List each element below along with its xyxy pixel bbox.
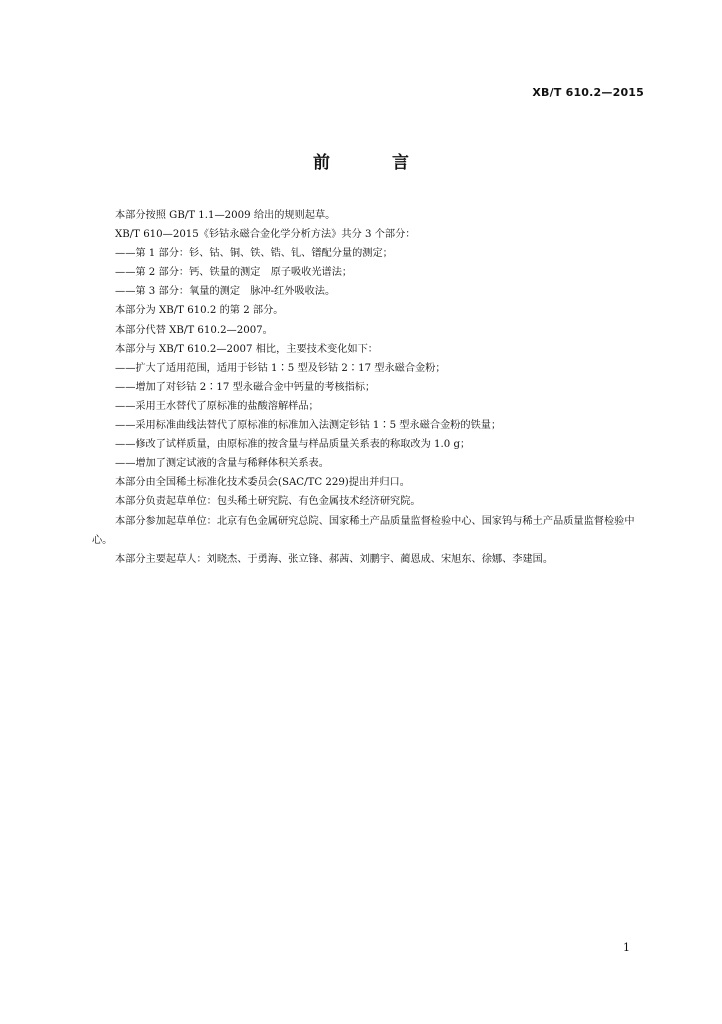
document-body — [92, 206, 637, 569]
list-item: ——采用王水替代了原标准的盐酸溶解样品； — [115, 400, 319, 412]
list-item: ——第 1 部分：钐、钴、铜、铁、锆、钆、镨配分量的测定； — [115, 248, 393, 260]
part-statement-paragraph: 本部分为 XB/T 610.2 的第 2 部分。 — [115, 305, 284, 317]
drafters-paragraph: 本部分主要起草人：刘晓杰、于勇海、张立锋、郝茜、刘鹏宇、蔺恩成、宋旭东、徐娜、李建国。 — [115, 553, 554, 565]
standard-code: XB/T 610.2—2015 — [532, 86, 644, 99]
list-item: ——扩大了适用范围，适用于钐钴 1∶5 型及钐钴 2∶17 型永磁合金粉； — [115, 362, 446, 374]
list-item: ——增加了对钐钴 2∶17 型永磁合金中钙量的考核指标； — [115, 381, 376, 393]
changes-intro-paragraph: 本部分与 XB/T 610.2—2007 相比，主要技术变化如下： — [115, 343, 378, 355]
drafting-rules-paragraph: 本部分按照 GB/T 1.1—2009 给出的规则起草。 — [115, 210, 336, 221]
list-item: ——采用标准曲线法替代了原标准的标准加入法测定钐钴 1∶5 型永磁合金粉的铁量； — [115, 420, 502, 432]
replaces-paragraph: 本部分代替 XB/T 610.2—2007。 — [115, 324, 273, 336]
participating-units-paragraph: 本部分参加起草单位：北京有色金属研究总院、国家稀土产品质量监督检验中心、国家钨与稀土产品质量监督检验中心。 — [92, 515, 635, 546]
changes-list — [92, 359, 637, 474]
parts-list — [92, 244, 637, 301]
responsible-units-paragraph: 本部分负责起草单位：包头稀土研究院、有色金属技术经济研究院。 — [115, 496, 421, 508]
list-item: ——第 2 部分：钙、铁量的测定 原子吸收光谱法； — [115, 267, 353, 279]
proposer-paragraph: 本部分由全国稀土标准化技术委员会(SAC/TC 229)提出并归口。 — [115, 477, 410, 489]
parts-intro-paragraph: XB/T 610—2015《钐钴永磁合金化学分析方法》共分 3 个部分： — [115, 229, 416, 241]
page-number: 1 — [623, 941, 630, 954]
list-item: ——修改了试样质量，由原标准的按含量与样品质量关系表的称取改为 1.0 g； — [115, 439, 471, 451]
list-item: ——增加了测定试液的含量与稀释体积关系表。 — [115, 458, 329, 470]
list-item: ——第 3 部分：氧量的测定 脉冲-红外吸收法。 — [115, 286, 336, 298]
page-title: 前 言 — [313, 153, 437, 173]
